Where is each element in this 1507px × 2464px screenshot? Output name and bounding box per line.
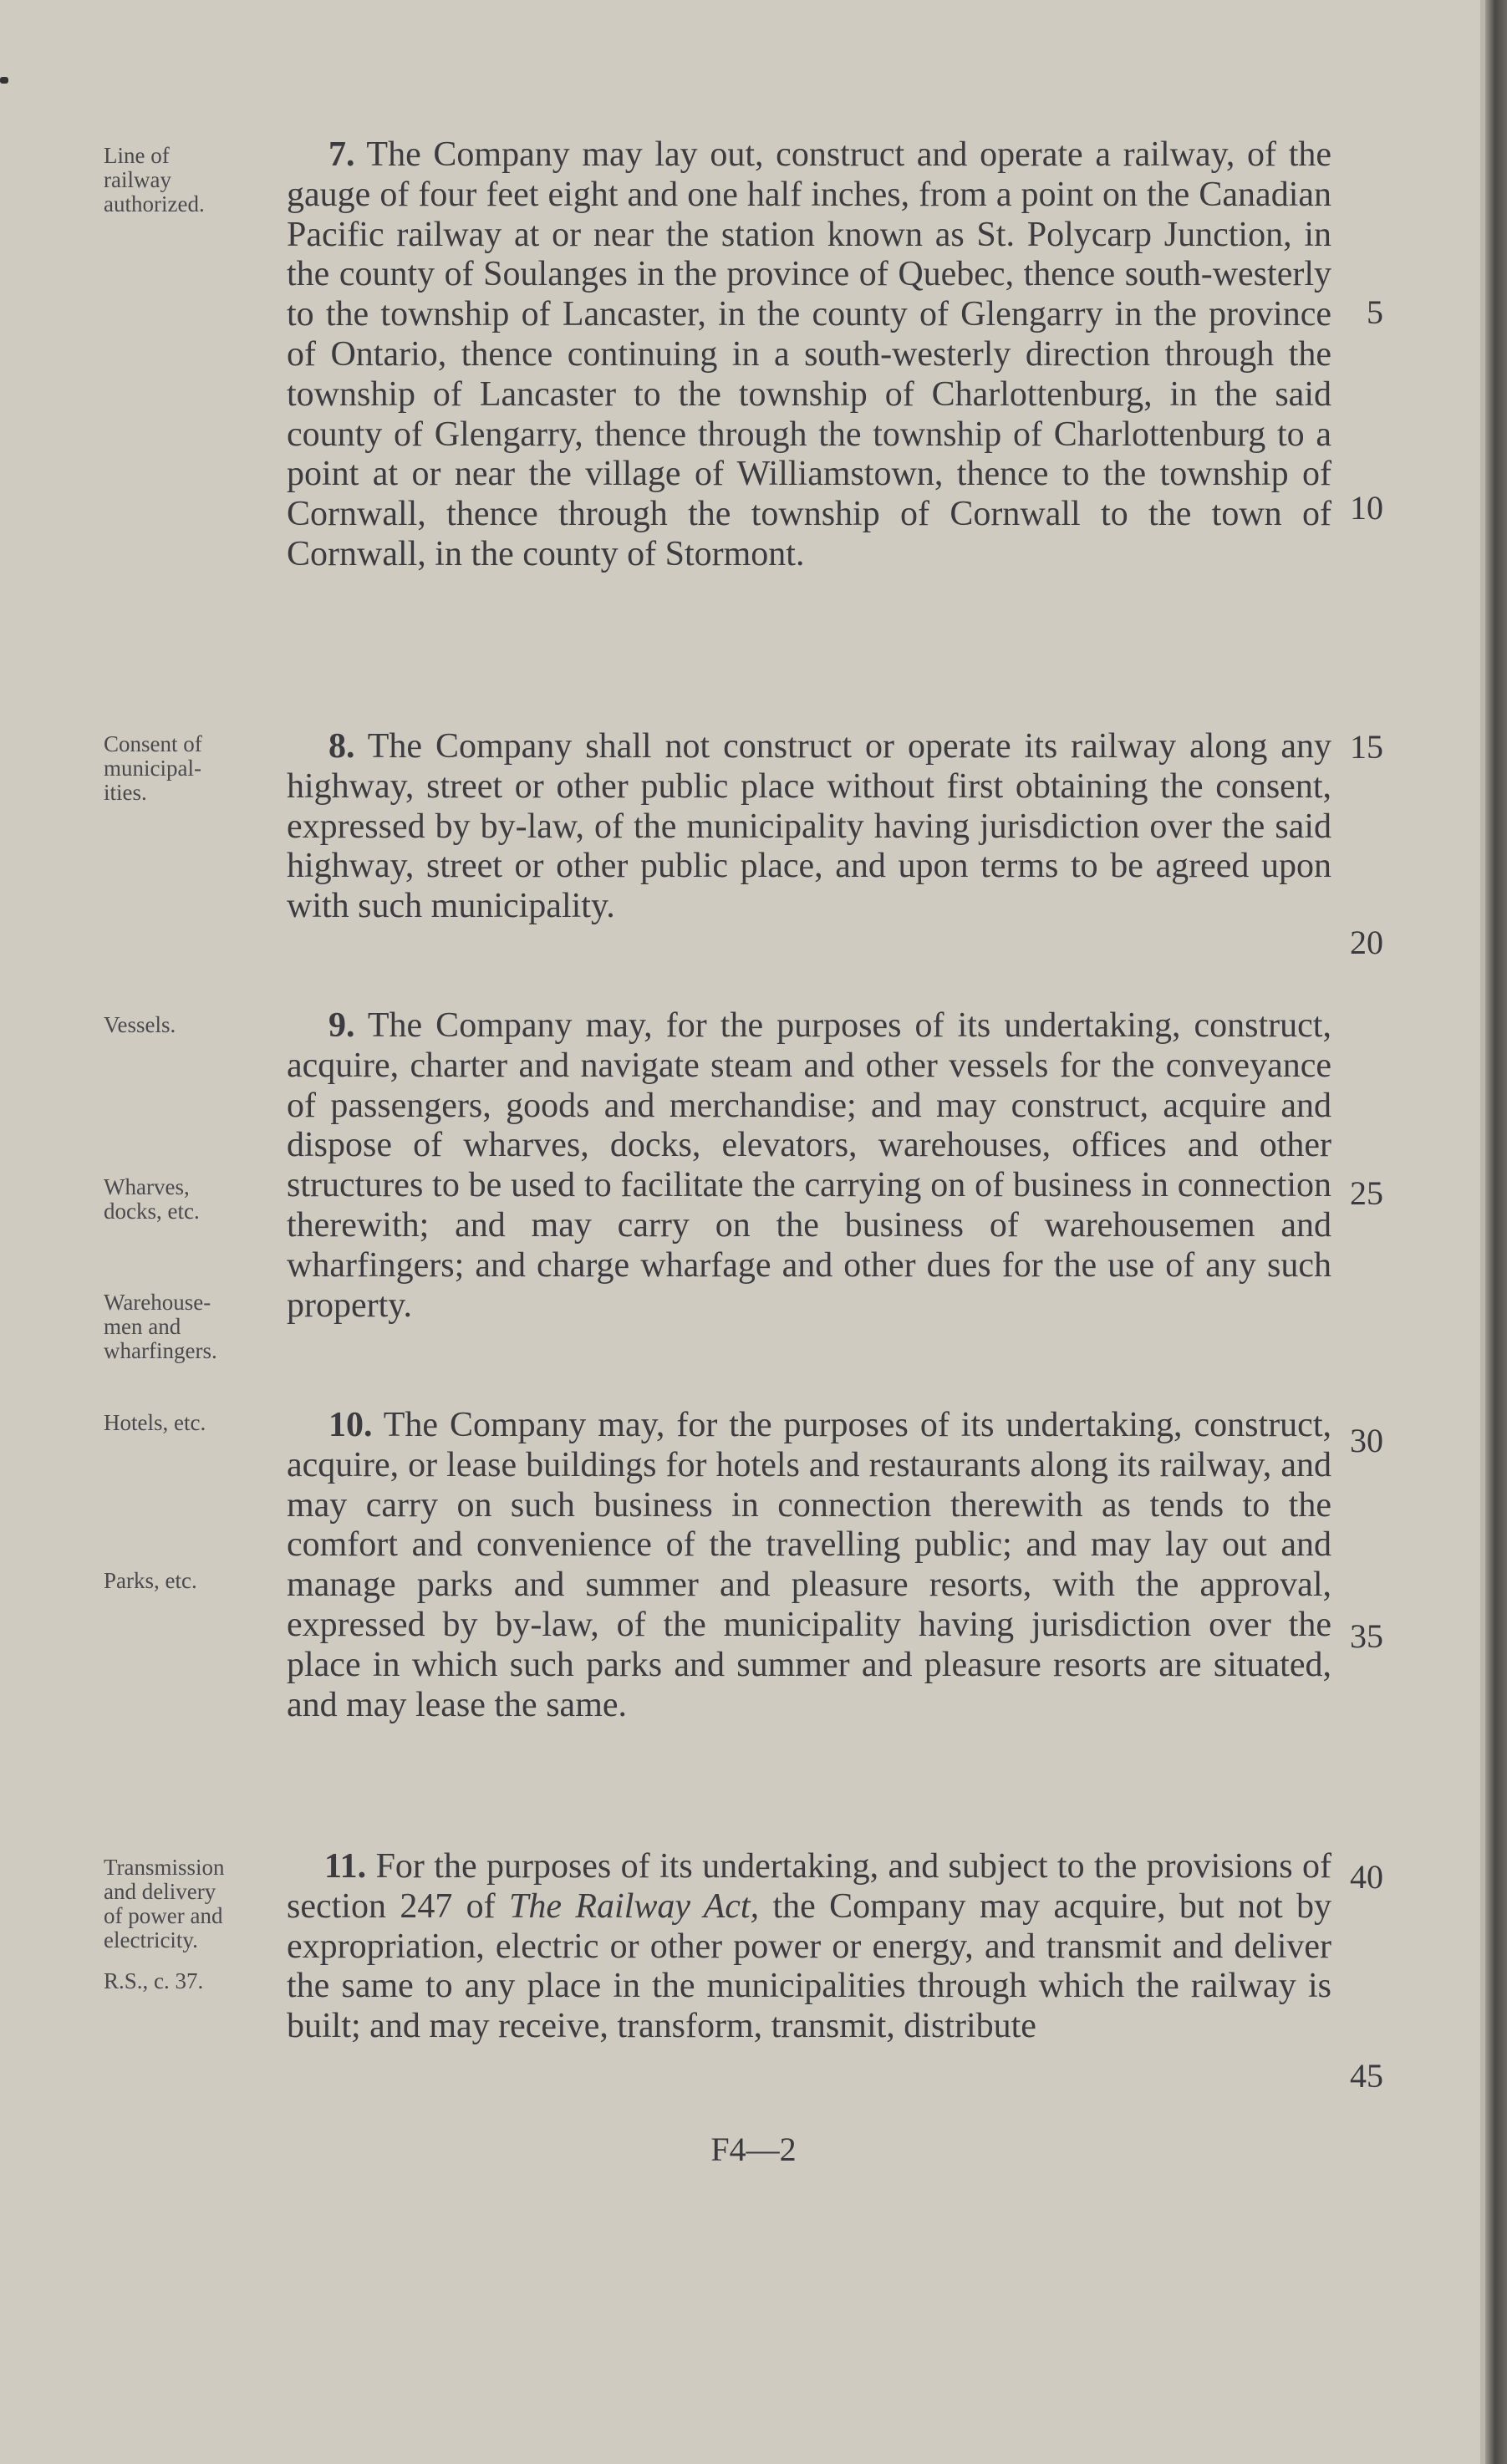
section-7 [287, 135, 1331, 575]
section-11 [287, 1847, 1331, 2047]
section-text: The Company shall not construct or operate its railway along any highway, street or other public place without first obtaining the consent, expressed by by-law, of the municipality having jurisdiction over the said highway, street or other public place, and upon terms to be agreed upon with such municipality. [287, 727, 1331, 926]
line-number: 10 [1350, 489, 1383, 527]
margin-note-vessels [104, 1013, 283, 1037]
section-9 [287, 1006, 1331, 1326]
margin-note-wharves [104, 1175, 283, 1224]
line-number: 15 [1350, 728, 1383, 766]
act-title: The Railway Act, [509, 1886, 760, 1926]
margin-note-line: Consent of [104, 731, 202, 756]
margin-note-line: docks, etc. [104, 1199, 200, 1224]
margin-note-hotels [104, 1411, 283, 1435]
margin-note-line: electricity. [104, 1927, 198, 1952]
margin-note-line: Vessels. [104, 1012, 176, 1037]
section-number: 9. [328, 1006, 355, 1045]
section-text: The Company may, for the purposes of its undertaking, construct, acquire, or lease buildings for hotels and restaurants along its railway, and may carry on such business in connection therewith as tends to the comfort and convenience of the travelling public; and may lay out and manage parks and summer and pleasure resorts, with the approval, expressed by by-law, of the municipality having jurisdiction over the place in which such parks and summer and pleasure resorts are situated, and may lease the same. [287, 1406, 1331, 1724]
line-number: 25 [1350, 1174, 1383, 1212]
section-text: For the purposes of its undertaking, and subject to the provisions of section 247 of [287, 1847, 1331, 1926]
margin-note-warehousemen [104, 1291, 283, 1363]
margin-note-line-of-railway [104, 144, 283, 216]
margin-note-line: ities. [104, 780, 147, 805]
margin-note-line: railway [104, 167, 171, 192]
margin-note-line: Wharves, [104, 1174, 190, 1199]
line-number: 45 [1350, 2057, 1383, 2095]
margin-note-line: Line of [104, 143, 170, 168]
line-number: 30 [1350, 1422, 1383, 1459]
margin-note-line: R.S., c. 37. [104, 1968, 204, 1993]
margin-note-line: authorized. [104, 191, 205, 216]
margin-note-parks [104, 1569, 283, 1593]
section-text: The Company may, for the purposes of its undertaking, construct, acquire, charter and navigate steam and other vessels for the conveyance of passengers, goods and merchandise; and may construct, acquire and dispose of wharves, docks, elevators, warehouses, offices and other structures to be used to facilitate the carrying on of business in connection therewith; and may carry on the business of warehousemen and wharfingers; and charge wharfage and other dues for the use of any such property. [287, 1006, 1331, 1325]
section-number: 7. [328, 135, 355, 174]
margin-note-line: municipal- [104, 756, 201, 781]
margin-note-consent [104, 732, 283, 805]
line-number: 40 [1350, 1858, 1383, 1896]
section-number: 10. [328, 1406, 373, 1444]
ink-mark [0, 77, 8, 84]
margin-note-line: Transmission [104, 1855, 225, 1880]
margin-note-line: of power and [104, 1903, 223, 1928]
section-8 [287, 727, 1331, 927]
section-text: The Company may lay out, construct and operate a railway, of the gauge of four feet eight and one half inches, from a point on the Canadian Pacific railway at or near the station known as St. Polycarp Junction, in the county of Soulanges in the province of Quebec, thence south-westerly to the township of Lancaster, in the county of Glengarry in the province of Ontario, thence continuing in a south-westerly direction through the township of Lancaster to the township of Charlottenburg, in the said county of Glengarry, thence through the township of Charlottenburg to a point at or near the village of Williamstown, thence to the township of Cornwall, thence through the township of Cornwall to the town of Cornwall, in the county of Stormont. [287, 135, 1332, 573]
section-number: 8. [328, 727, 355, 766]
section-text: the Company may acquire, but not by expropriation, electric or other power or energy, and transmit and deliver the same to any place in the municipalities through which the railway is built; and may receive, transform, transmit, distribute [287, 1886, 1331, 2046]
margin-note-rs [104, 1969, 283, 1993]
line-number: 20 [1350, 924, 1383, 961]
margin-note-line: Hotels, etc. [104, 1410, 206, 1435]
margin-note-line: wharfingers. [104, 1338, 217, 1363]
margin-note-line: and delivery [104, 1879, 216, 1904]
section-number: 11. [324, 1847, 367, 1886]
margin-note-line: Parks, etc. [104, 1568, 197, 1593]
margin-note-line: Warehouse- [104, 1290, 211, 1315]
margin-note-transmission [104, 1856, 283, 1952]
section-10 [287, 1406, 1331, 1725]
line-number: 35 [1350, 1617, 1383, 1655]
binding-edge [1485, 0, 1507, 2464]
page-signature: F4—2 [710, 2131, 797, 2168]
margin-note-line: men and [104, 1314, 181, 1339]
line-number: 5 [1367, 293, 1383, 331]
